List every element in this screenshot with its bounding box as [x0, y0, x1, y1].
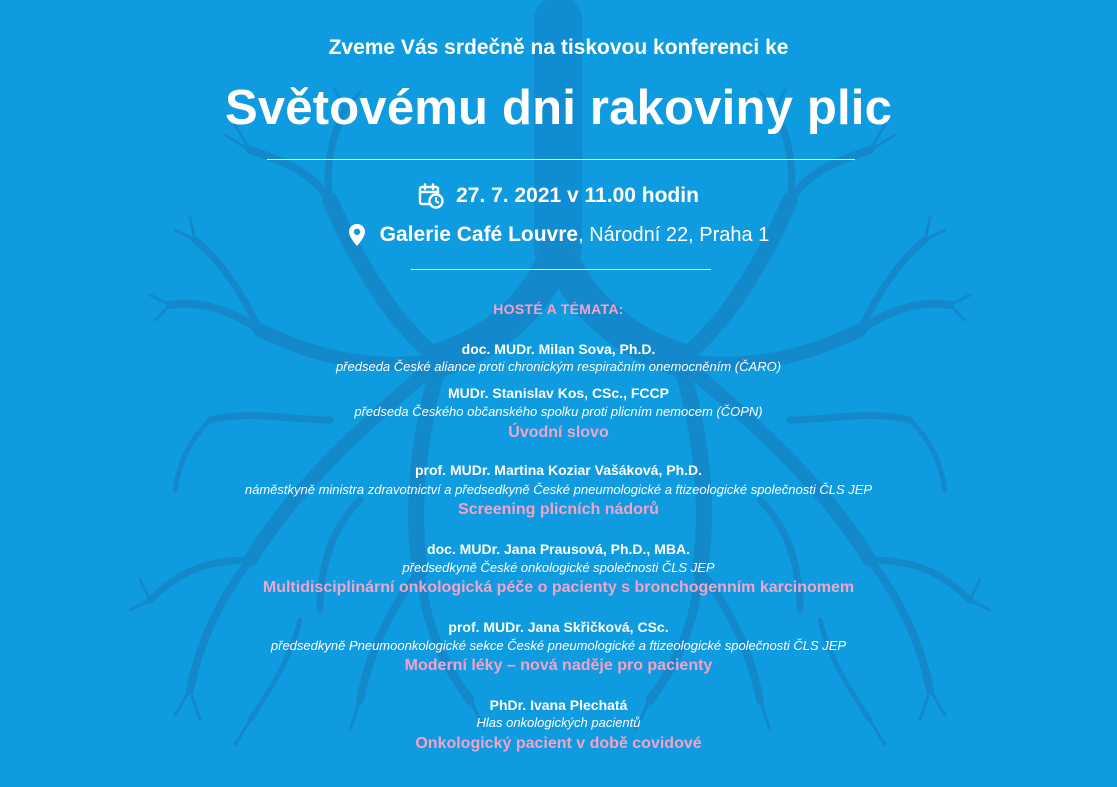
- speaker-role: předseda Českého občanského spolku proti plicním nemocem (ČOPN): [354, 404, 763, 419]
- divider-top: [267, 159, 855, 160]
- speaker-name: doc. MUDr. Jana Prausová, Ph.D., MBA.: [427, 541, 690, 557]
- speaker-topic: Úvodní slovo: [508, 424, 609, 441]
- event-venue-row: [0, 219, 1117, 251]
- speaker-name: PhDr. Ivana Plechatá: [489, 697, 628, 713]
- venue-address: , Národní 22, Praha 1: [578, 224, 770, 246]
- section-title: HOSTÉ A TÉMATA:: [493, 301, 624, 317]
- invite-line: Zveme Vás srdečně na tiskovou konferenci ke: [328, 36, 789, 59]
- speaker-role: předsedkyně Pneumoonkologické sekce České pneumologické a ftizeologické společnosti ČLS JEP: [270, 638, 847, 653]
- speaker-role: Hlas onkologických pacientů: [476, 715, 641, 730]
- speaker-topic: Onkologický pacient v době covidové: [415, 735, 702, 752]
- speaker-name: prof. MUDr. Jana Skřičková, CSc.: [448, 619, 669, 635]
- map-pin-icon: [348, 223, 366, 247]
- event-datetime-row: [0, 180, 1117, 212]
- speaker-name: doc. MUDr. Milan Sova, Ph.D.: [461, 341, 656, 357]
- venue-name: Galerie Café Louvre: [379, 223, 579, 246]
- speaker-topic: Screening plicních nádorů: [458, 501, 659, 518]
- speaker-role: předsedkyně České onkologické společnosti ČLS JEP: [402, 560, 715, 575]
- page-title: Světovému dni rakoviny plic: [224, 81, 893, 135]
- event-datetime: 27. 7. 2021 v 11.00 hodin: [456, 184, 699, 207]
- speaker-name: MUDr. Stanislav Kos, CSc., FCCP: [448, 385, 669, 401]
- speaker-role: předseda České aliance proti chronickým respiračním onemocněním (ČARO): [335, 359, 782, 374]
- speaker-topic: Multidisciplinární onkologická péče o pacienty s bronchogenním karcinomem: [262, 579, 855, 596]
- calendar-clock-icon: [418, 183, 444, 209]
- speaker-topic: Moderní léky – nová naděje pro pacienty: [404, 657, 713, 674]
- speaker-role: náměstkyně ministra zdravotnictví a předsedkyně České pneumologické a ftizeologické společnosti ČLS JEP: [244, 482, 873, 497]
- divider-middle: [411, 269, 711, 270]
- speaker-name: prof. MUDr. Martina Koziar Vašáková, Ph.D.: [414, 462, 703, 478]
